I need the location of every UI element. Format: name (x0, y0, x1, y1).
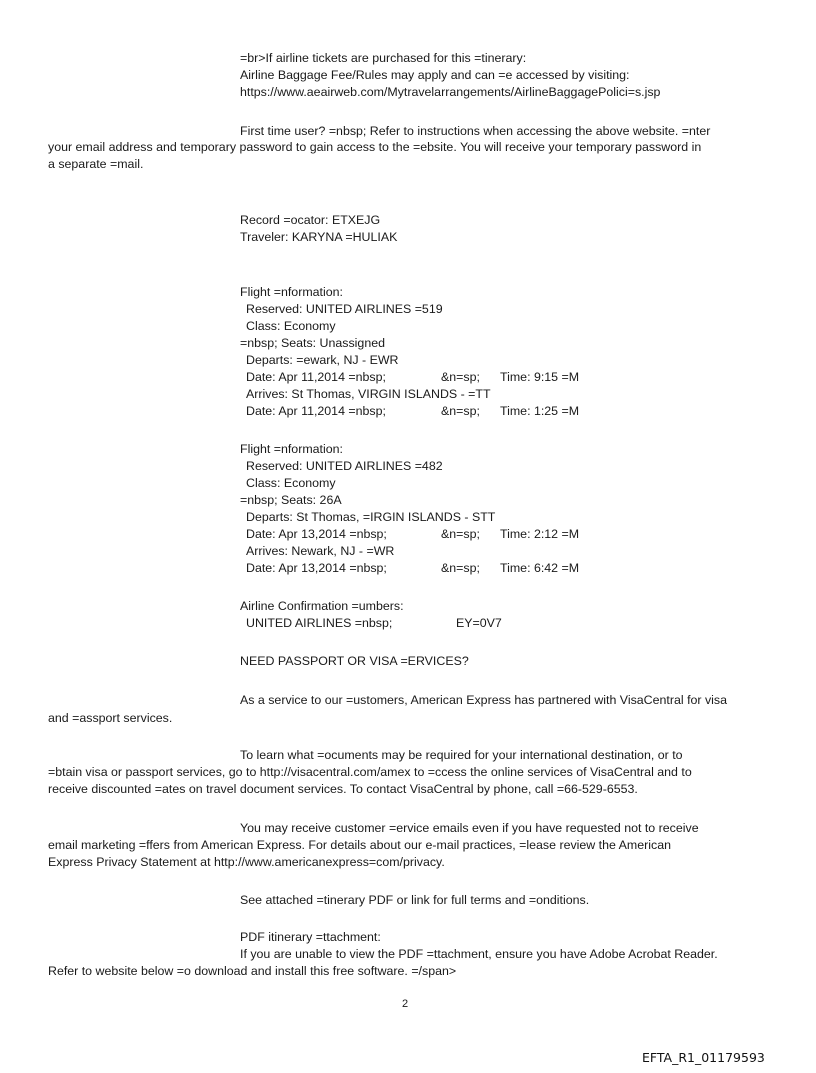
baggage-fee-line: Airline Baggage Fee/Rules may apply and can =e accessed by visiting: (240, 68, 630, 82)
flight-1-class: Class: Economy (246, 319, 336, 333)
flight-2-arrival-date: Date: Apr 13,2014 =nbsp; (246, 561, 387, 575)
passport-p2-line-1: To learn what =ocuments may be required for your international destination, or to (240, 748, 683, 762)
baggage-url: https://www.aeairweb.com/Mytravelarrangements/AirlineBaggagePolici=s.jsp (240, 85, 661, 99)
confirmation-heading: Airline Confirmation =umbers: (240, 599, 404, 613)
page-number: 2 (402, 998, 409, 1010)
flight-2-departure-time: Time: 2:12 =M (500, 527, 580, 541)
confirmation-code: EY=0V7 (456, 616, 502, 630)
first-time-line-2: your email address and temporary password to gain access to the =ebsite. You will receive your temporary password in (48, 140, 702, 154)
flight-1-departure-date: Date: Apr 11,2014 =nbsp; (246, 370, 386, 384)
flight-2-arrival-separator: &n=sp; (441, 561, 480, 575)
marketing-line-2: email marketing =ffers from American Express. For details about our e-mail practices, =lease review the American (48, 838, 672, 852)
passport-p1-line-2: and =assport services. (48, 711, 173, 725)
flight-1-seats: =nbsp; Seats: Unassigned (240, 336, 385, 350)
flight-2-departure-date: Date: Apr 13,2014 =nbsp; (246, 527, 387, 541)
flight-2-seats: =nbsp; Seats: 26A (240, 493, 342, 507)
passport-heading: NEED PASSPORT OR VISA =ERVICES? (240, 654, 469, 668)
record-locator: Record =ocator: ETXEJG (240, 213, 381, 227)
flight-1-reserved: Reserved: UNITED AIRLINES =519 (246, 302, 443, 316)
flight-1-departs: Departs: =ewark, NJ - EWR (246, 353, 399, 367)
flight-2-arrival-time: Time: 6:42 =M (500, 561, 580, 575)
flight-1-departure-separator: &n=sp; (441, 370, 480, 384)
passport-p1-line-1: As a service to our =ustomers, American Express has partnered with VisaCentral for visa (240, 693, 728, 707)
flight-2-arrives: Arrives: Newark, NJ - =WR (246, 544, 395, 558)
baggage-intro-line: =br>If airline tickets are purchased for this =tinerary: (240, 51, 527, 65)
flight-1-heading: Flight =nformation: (240, 285, 343, 299)
flight-2-heading: Flight =nformation: (240, 442, 343, 456)
flight-1-arrival-date: Date: Apr 11,2014 =nbsp; (246, 404, 386, 418)
flight-2-class: Class: Economy (246, 476, 336, 490)
flight-2-reserved: Reserved: UNITED AIRLINES =482 (246, 459, 443, 473)
pdf-line-2: Refer to website below =o download and install this free software. =/span> (48, 964, 457, 978)
flight-1-arrival-separator: &n=sp; (441, 404, 480, 418)
first-time-line-1: First time user? =nbsp; Refer to instructions when accessing the above website. =nter (240, 124, 711, 138)
flight-2-departs: Departs: St Thomas, =IRGIN ISLANDS - STT (246, 510, 496, 524)
passport-p2-line-2: =btain visa or passport services, go to http://visacentral.com/amex to =ccess the online services of VisaCentral and to (48, 765, 692, 779)
terms-note: See attached =tinerary PDF or link for full terms and =onditions. (240, 893, 590, 907)
marketing-line-1: You may receive customer =ervice emails even if you have requested not to receive (240, 821, 699, 835)
pdf-heading: PDF itinerary =ttachment: (240, 930, 381, 944)
confirmation-airline: UNITED AIRLINES =nbsp; (246, 616, 393, 630)
document-id: EFTA_R1_01179593 (642, 1050, 765, 1065)
confirmation-row (246, 615, 502, 632)
traveler-name: Traveler: KARYNA =HULIAK (240, 230, 398, 244)
marketing-line-3: Express Privacy Statement at http://www.americanexpress=com/privacy. (48, 855, 445, 869)
first-time-line-3: a separate =mail. (48, 157, 144, 171)
flight-1-departure-time: Time: 9:15 =M (500, 370, 580, 384)
flight-1-arrival-date-row (246, 403, 579, 420)
flight-2-departure-separator: &n=sp; (441, 527, 480, 541)
flight-2-arrival-date-row (246, 560, 579, 577)
flight-1-arrival-time: Time: 1:25 =M (500, 404, 580, 418)
flight-1-departure-date-row (246, 369, 579, 386)
pdf-line-1: If you are unable to view the PDF =ttachment, ensure you have Adobe Acrobat Reader. (240, 947, 718, 961)
flight-1-arrives: Arrives: St Thomas, VIRGIN ISLANDS - =TT (246, 387, 491, 401)
passport-p2-line-3: receive discounted =ates on travel document services. To contact VisaCentral by phone, call =66-529-6553. (48, 782, 638, 796)
flight-2-departure-date-row (246, 526, 579, 543)
